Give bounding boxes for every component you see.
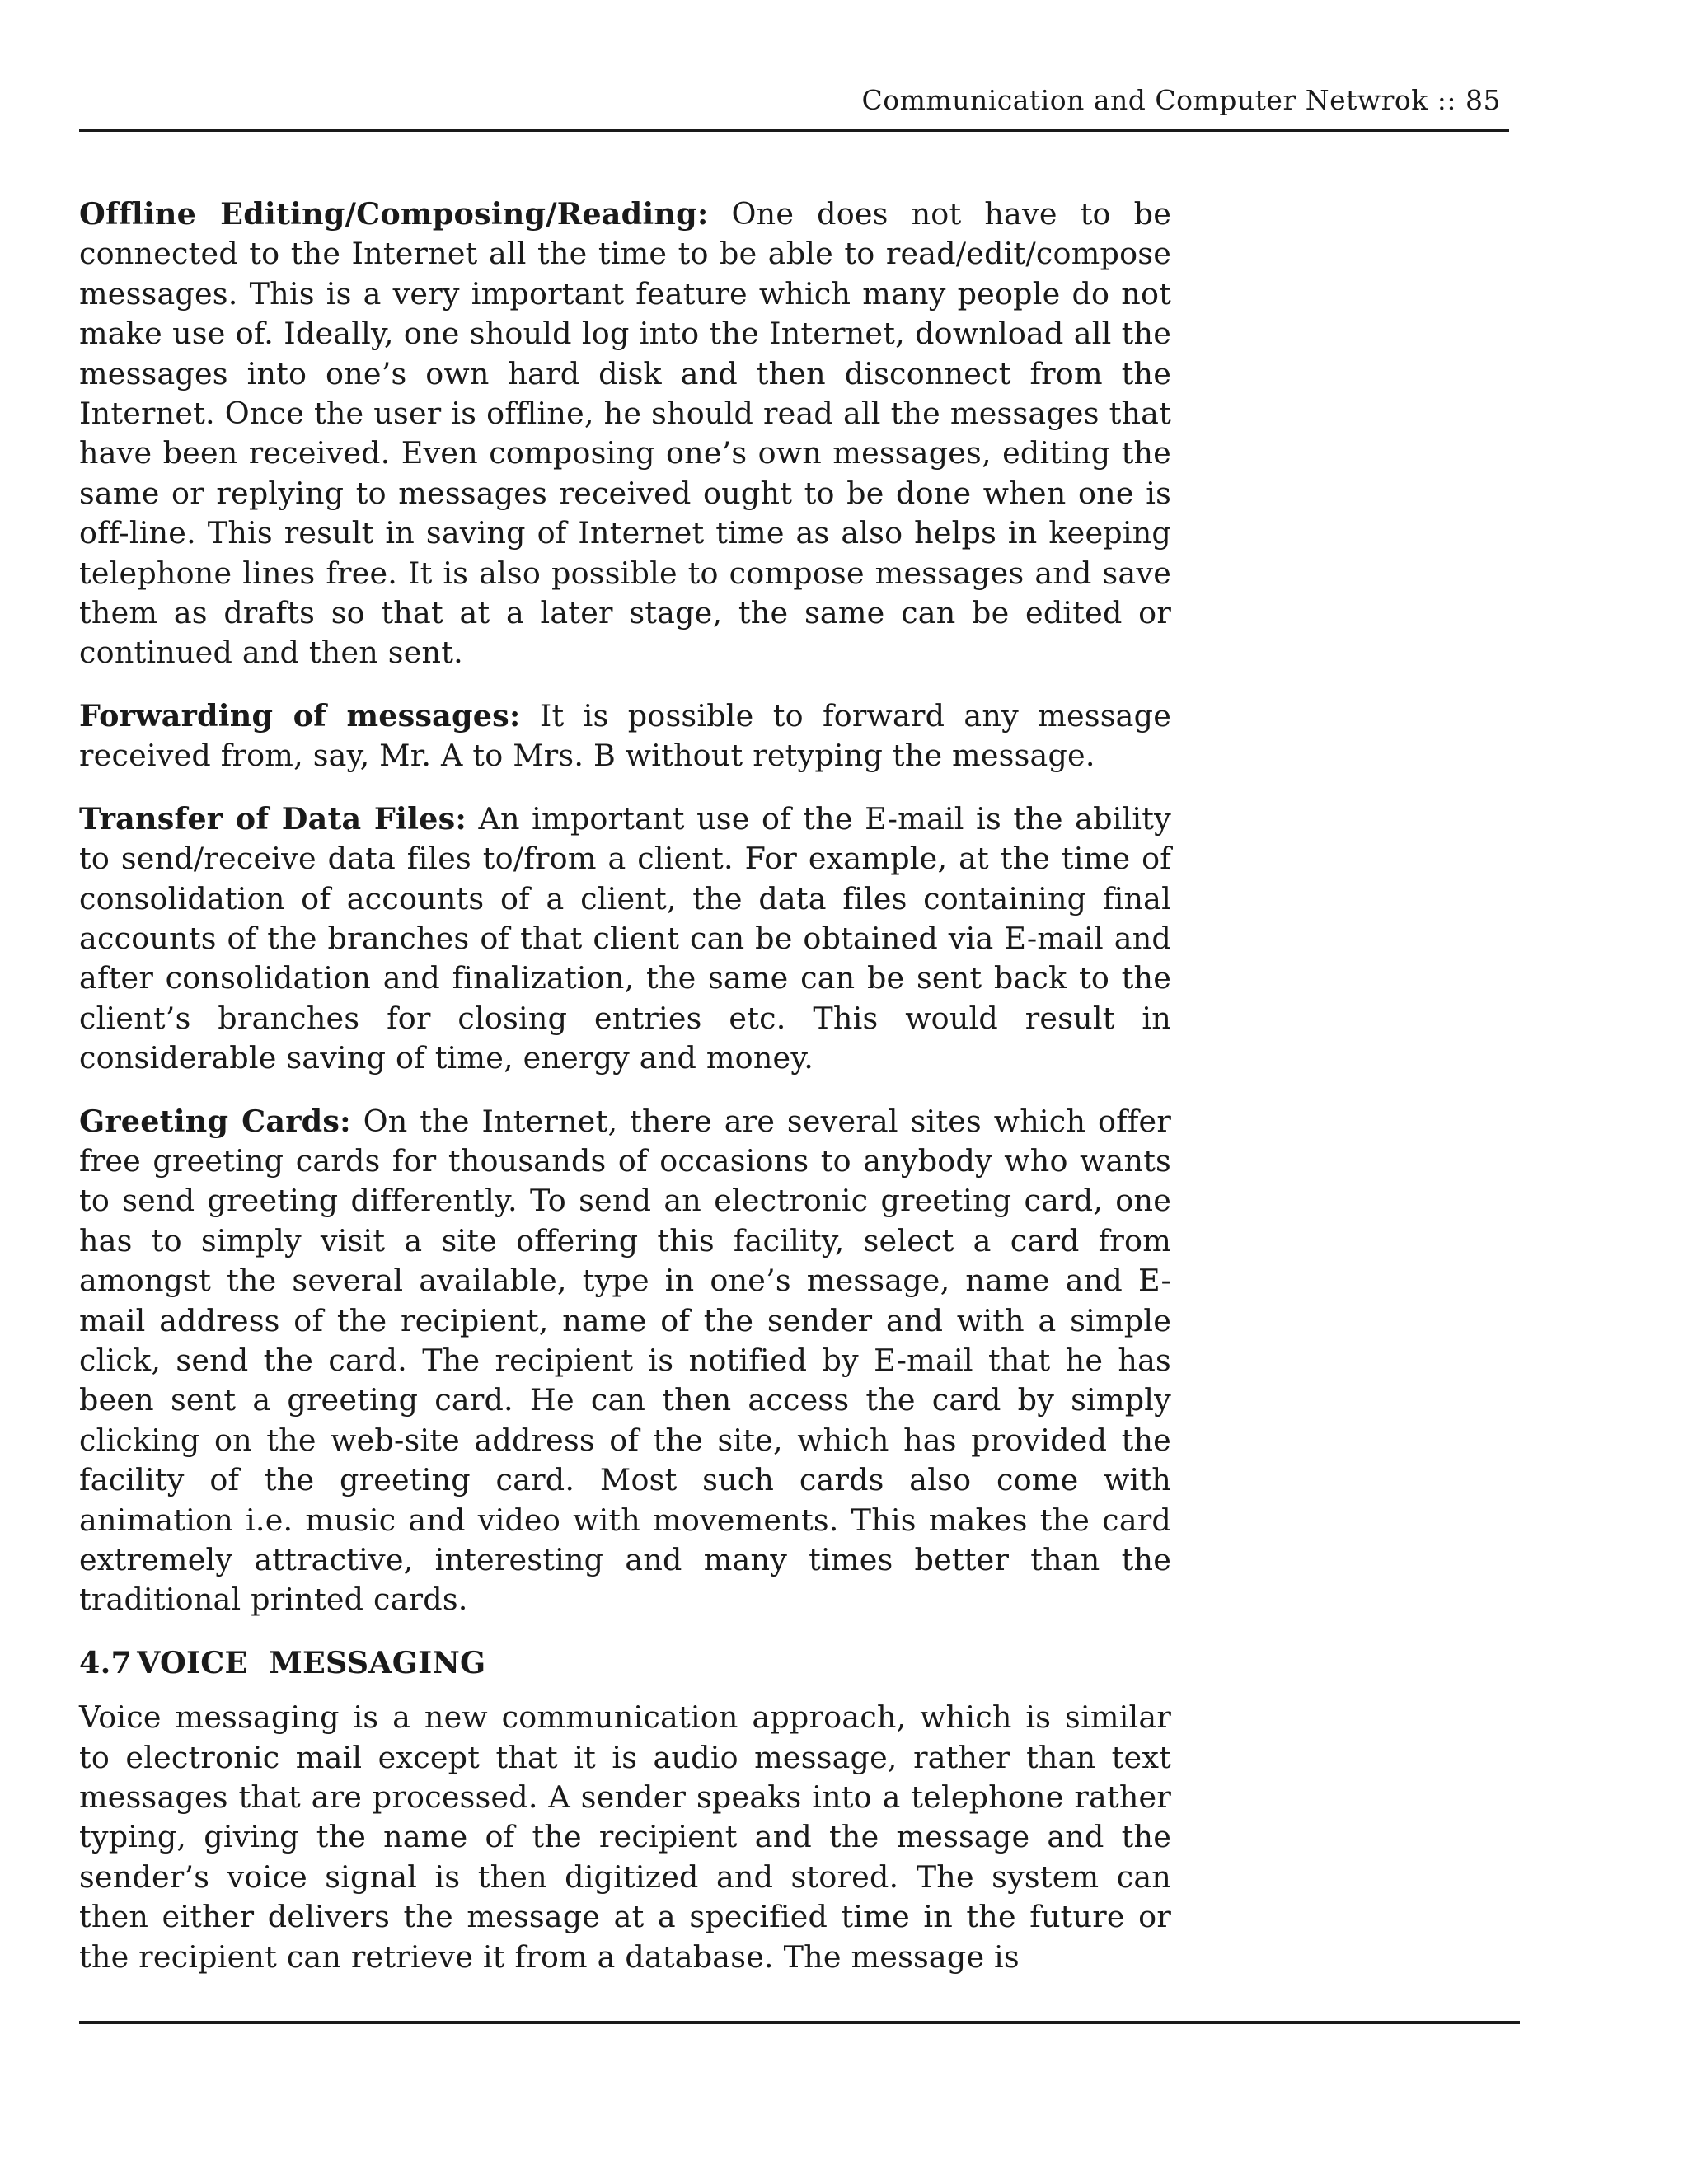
paragraph-data-files bbox=[79, 799, 1171, 1079]
paragraph-text: It is possible to forward any message received from, say, Mr. A to Mrs. B without retyping the message. bbox=[79, 697, 1171, 774]
section-heading bbox=[79, 1643, 1171, 1683]
section-number: 4.7 bbox=[79, 1644, 133, 1680]
paragraph-lead: Transfer of Data Files: bbox=[79, 800, 467, 837]
header-rule bbox=[79, 129, 1509, 132]
paragraph-text: One does not have to be connected to the Internet all the time to be able to read/edit/compose messages. This is a very important feature which many people do not make use of. Ideally, one should log into the Internet, download all the messages into one’s own hard disk and then disconnect from the Internet. Once the user is offline, he should read all the messages that have been received. Even composing one’s own messages, editing the same or replying to messages received ought to be done when one is off-line. This result in saving of Internet time as also helps in keeping telephone lines free. It is also possible to compose messages and save them as drafts so that at a later stage, the same can be edited or continued and then sent. bbox=[79, 196, 1171, 671]
paragraph-text: On the Internet, there are several sites which offer free greeting cards for thousands of occasions to anybody who wants to send greeting differently. To send an electronic greeting card, one has to simply visit a site offering this facility, select a card from amongst the several available, type in one’s message, name and E-mail address of the recipient, name of the sender and with a simple click, send the card. The recipient is notified by E-mail that he has been sent a greeting card. He can then access the card by simply clicking on the web-site address of the site, which has provided the facility of the greeting card. Most such cards also come with animation i.e. music and video with movements. This makes the card extremely attractive, interesting and many times better than the traditional printed cards. bbox=[79, 1103, 1171, 1618]
section-title: VOICE MESSAGING bbox=[137, 1644, 486, 1680]
paragraph-voice-messaging: Voice messaging is a new communication approach, which is similar to electronic mail except that it is audio message, rather than text messages that are processed. A sender speaks into a telephone rather typing, giving the name of the recipient and the message and the sender’s voice signal is then digitized and stored. The system can then either delivers the message at a specified time in the future or the recipient can retrieve it from a database. The message is bbox=[79, 1699, 1171, 1975]
paragraph-offline-editing bbox=[79, 194, 1171, 673]
paragraph-greeting-cards bbox=[79, 1102, 1171, 1620]
paragraph-lead: Greeting Cards: bbox=[79, 1103, 351, 1139]
paragraph-lead: Offline Editing/Composing/Reading: bbox=[79, 196, 709, 232]
paragraph-text: An important use of the E-mail is the ability to send/receive data files to/from a client. For example, at the time of consolidation of accounts of a client, the data files containing final accounts of the branches of that client can be obtained via E-mail and after consolidation and finalization, the same can be sent back to the client’s branches for closing entries etc. This would result in considerable saving of time, energy and money. bbox=[79, 800, 1171, 1076]
paragraph-forwarding bbox=[79, 696, 1171, 776]
page-body bbox=[79, 194, 1171, 1977]
running-header: Communication and Computer Netwrok :: 85 bbox=[861, 84, 1501, 116]
footer-rule bbox=[79, 2021, 1520, 2024]
paragraph-lead: Forwarding of messages: bbox=[79, 697, 521, 733]
